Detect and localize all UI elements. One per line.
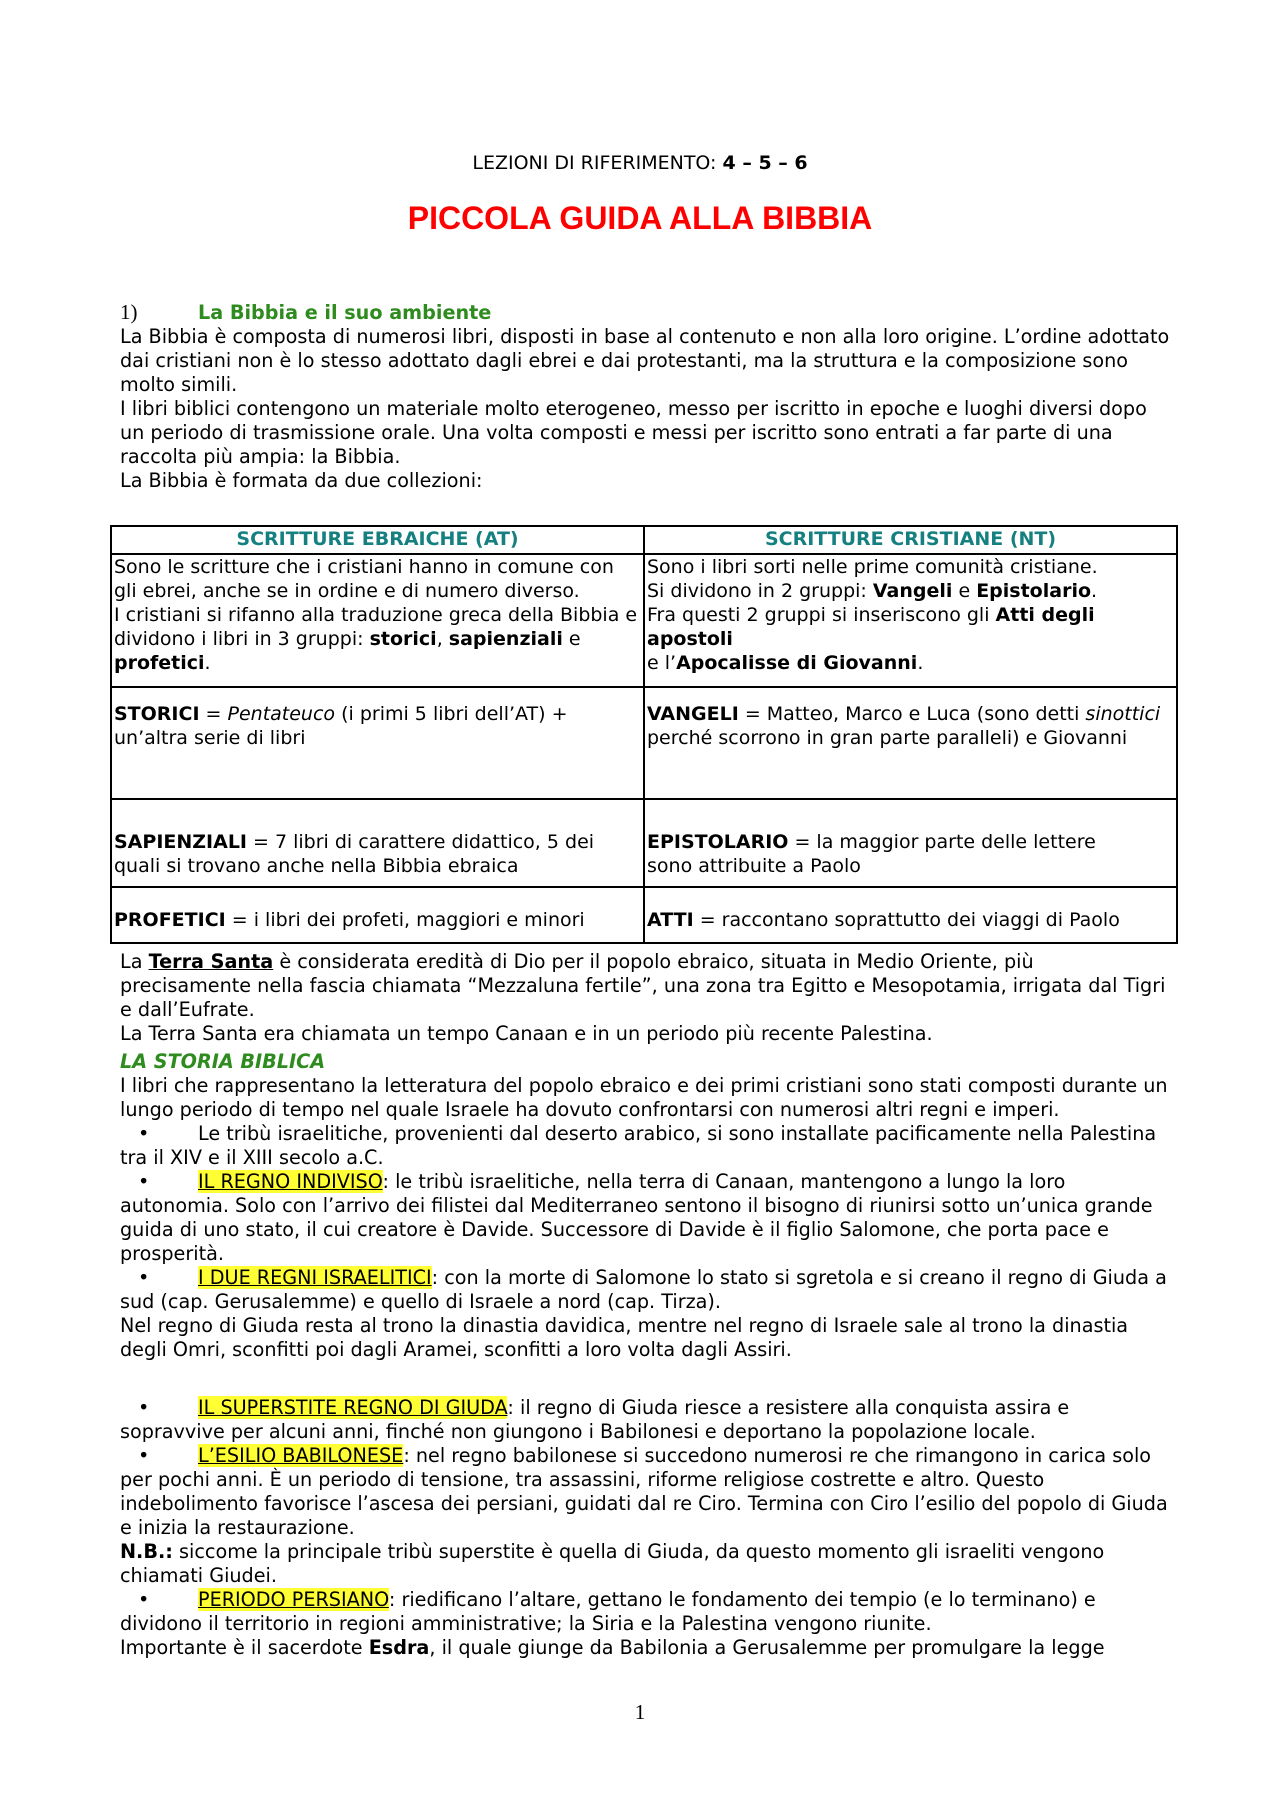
paragraph [120, 950, 1170, 1022]
paragraph: La Bibbia è composta di numerosi libri, disposti in base al contenuto e non alla loro origine. L’ordine adottato dai cristiani non è lo stesso adottato dagli ebrei e dai protestanti, ma la struttura e la composizione sono molto simili. [120, 325, 1170, 396]
paragraph-text: , il quale giunge da Babilonia a Gerusalemme per promulgare la legge [429, 1636, 1105, 1659]
highlighted-term: IL SUPERSTITE REGNO DI GIUDA [198, 1396, 508, 1419]
paragraph-text: La [120, 950, 149, 973]
nb-label: N.B.: [120, 1540, 173, 1563]
paragraph-text: Importante è il sacerdote [120, 1636, 369, 1659]
term-apocalisse: Apocalisse di Giovanni [676, 652, 918, 674]
paragraph: I libri biblici contengono un materiale molto eterogeneo, messo per iscritto in epoche e luoghi diversi dopo un periodo di trasmissione orale. Una volta composti e messi per iscritto sono entrati a far parte di una raccolta più ampia: la Bibbia. [120, 397, 1147, 468]
cell-sapienziali [111, 799, 644, 887]
paragraph: La Bibbia è formata da due collezioni: [120, 469, 483, 492]
header-at: SCRITTURE EBRAICHE (AT) [111, 526, 644, 554]
cell-at-intro [111, 554, 644, 687]
list-item-text: : le tribù israelitiche, nella terra di Canaan, mantengono a lungo la loro autonomia. Solo con l’arrivo dei filistei dal Mediterraneo sentono il bisogno di riunirsi sotto un’unica grande guida di uno stato, il cui creatore è Davide. Successore di Davide è il figlio Salomone, che porta pace e prosperità. [120, 1170, 1153, 1265]
cell-atti [644, 887, 1177, 943]
lezioni-line [0, 152, 1280, 174]
term-sinottici: sinottici [1085, 703, 1161, 725]
bullet-icon: • [138, 1266, 150, 1289]
cell-text: (i primi 5 libri dell’AT) + un’altra serie di libri [114, 703, 568, 749]
term-vangeli: Vangeli [872, 580, 953, 602]
term-label: ATTI [647, 909, 694, 931]
page-number: 1 [634, 1700, 646, 1724]
cell-text: Fra questi 2 gruppi si inseriscono gli [647, 604, 996, 626]
list-item [120, 1396, 1170, 1444]
cell-text: . [917, 652, 924, 674]
term-label: STORICI [114, 703, 200, 725]
section-title: La Bibbia e il suo ambiente [198, 301, 492, 324]
cell-profetici [111, 887, 644, 943]
cell-text: = [199, 703, 228, 725]
list-item-text: : riedificano l’altare, gettano le fondamento dei tempio (e lo terminano) e dividono il territorio in regioni amministrative; la Siria e la Palestina vengono riunite. [120, 1588, 1096, 1635]
bullet-icon: • [138, 1396, 150, 1419]
paragraph-text: siccome la principale tribù superstite è quella di Giuda, da questo momento gli israeliti vengono chiamati Giudei. [120, 1540, 1105, 1587]
bullet-icon: • [138, 1170, 150, 1193]
paragraph [120, 1636, 1170, 1660]
term-esdra: Esdra [368, 1636, 430, 1659]
cell-text: perché scorrono in gran parte paralleli) e Giovanni [647, 727, 1128, 749]
list-item [120, 1266, 1170, 1314]
bullet-icon: • [138, 1122, 150, 1145]
term-profetici: profetici [114, 652, 205, 674]
spacer [120, 1362, 1170, 1396]
paragraph: La Terra Santa era chiamata un tempo Canaan e in un periodo più recente Palestina. [120, 1022, 933, 1045]
nb-paragraph [120, 1540, 1170, 1588]
cell-storici [111, 687, 644, 799]
cell-text: sono attribuite a Paolo [647, 855, 861, 877]
highlighted-term: L’ESILIO BABILONESE [198, 1444, 404, 1467]
bible-collections-table [110, 525, 1178, 944]
cell-nt-intro [644, 554, 1177, 687]
table-row [111, 887, 1177, 943]
bullet-icon: • [138, 1444, 150, 1467]
term-atti: Atti degli apostoli [647, 604, 1095, 650]
list-item-text: Le tribù israelitiche, provenienti dal deserto arabico, si sono installate pacificamente nella Palestina tra il XIV e il XIII secolo a.C. [120, 1122, 1157, 1169]
term-label: SAPIENZIALI [114, 831, 247, 853]
lezioni-label: LEZIONI DI RIFERIMENTO: [472, 152, 717, 174]
page-title: PICCOLA GUIDA ALLA BIBBIA [407, 200, 873, 236]
cell-text: = 7 libri di carattere didattico, 5 dei quali si trovano anche nella Bibbia ebraica [114, 831, 595, 877]
cell-text: = i libri dei profeti, maggiori e minori [225, 909, 585, 931]
section-title: LA STORIA BIBLICA [120, 1050, 326, 1073]
list-item-text: : con la morte di Salomone lo stato si sgretola e si creano il regno di Giuda a sud (cap. Gerusalemme) e quello di Israele a nord (cap. Tirza). [120, 1266, 1167, 1313]
lezioni-numbers: 4 – 5 – 6 [722, 152, 808, 174]
paragraph-text: è considerata eredità di Dio per il popolo ebraico, situata in Medio Oriente, più precisamente nella fascia chiamata “Mezzaluna fertile”, una zona tra Egitto e Mesopotamia, irrigata dal Tigri e dall’Eufrate. [120, 950, 1166, 1021]
cell-text: , [436, 628, 449, 650]
cell-text: Sono i libri sorti nelle prime comunità cristiane. [647, 556, 1098, 578]
section-1 [120, 300, 1170, 493]
highlighted-term: IL REGNO INDIVISO [198, 1170, 383, 1193]
term-label: VANGELI [647, 703, 739, 725]
term-sapienziali: sapienziali [448, 628, 563, 650]
cell-text: . [204, 652, 211, 674]
term-epistolario: Epistolario [976, 580, 1092, 602]
cell-text: . [1091, 580, 1098, 602]
term-label: PROFETICI [114, 909, 226, 931]
list-item-text: : il regno di Giuda riesce a resistere alla conquista assira e sopravvive per alcuni anni, finché non giungono i Babilonesi e deportano la popolazione locale. [120, 1396, 1070, 1443]
table-row [111, 687, 1177, 799]
cell-text: Si dividono in 2 gruppi: [647, 580, 873, 602]
cell-text: I cristiani si rifanno alla traduzione greca della Bibbia e dividono i libri in 3 gruppi: [114, 604, 638, 650]
cell-text: e l’ [647, 652, 677, 674]
cell-text: = raccontano soprattutto dei viaggi di Paolo [693, 909, 1120, 931]
section-1-heading [120, 300, 1170, 325]
list-item [120, 1444, 1170, 1540]
term-storici: storici [369, 628, 437, 650]
list-item [120, 1588, 1170, 1636]
cell-text: e [952, 580, 977, 602]
table-row [111, 799, 1177, 887]
table-row [111, 554, 1177, 687]
storia-biblica-section [120, 1050, 1170, 1660]
term-label: EPISTOLARIO [647, 831, 789, 853]
list-item [120, 1122, 1170, 1170]
list-item-text: : nel regno babilonese si succedono numerosi re che rimangono in carica solo per pochi anni. È un periodo di tensione, tra assassini, riforme religiose costrette e altro. Questo indebolimento favorisce l’ascesa dei persiani, guidati dal re Ciro. Termina con Ciro l’esilio del popolo di Giuda e inizia la restaurazione. [120, 1444, 1168, 1539]
cell-text: = la maggior parte delle lettere [788, 831, 1096, 853]
terra-santa-section [120, 950, 1170, 1046]
table-header-row [111, 526, 1177, 554]
cell-text: Sono le scritture che i cristiani hanno in comune con gli ebrei, anche se in ordine e di numero diverso. [114, 556, 614, 602]
cell-text: = Matteo, Marco e Luca (sono detti [738, 703, 1086, 725]
cell-vangeli [644, 687, 1177, 799]
list-item [120, 1170, 1170, 1266]
term-terra-santa: Terra Santa [148, 950, 274, 973]
cell-text: e [562, 628, 581, 650]
term-pentateuco: Pentateuco [227, 703, 336, 725]
bullet-icon: • [138, 1588, 150, 1611]
section-number: 1) [120, 300, 138, 324]
cell-epistolario [644, 799, 1177, 887]
highlighted-term: I DUE REGNI ISRAELITICI [198, 1266, 432, 1289]
paragraph: Nel regno di Giuda resta al trono la dinastia davidica, mentre nel regno di Israele sale al trono la dinastia degli Omri, sconfitti poi dagli Aramei, sconfitti a loro volta dagli Assiri. [120, 1314, 1129, 1361]
paragraph: I libri che rappresentano la letteratura del popolo ebraico e dei primi cristiani sono stati composti durante un lungo periodo di tempo nel quale Israele ha dovuto confrontarsi con numerosi altri regni e imperi. [120, 1074, 1168, 1121]
highlighted-term: PERIODO PERSIANO [198, 1588, 389, 1611]
header-nt: SCRITTURE CRISTIANE (NT) [644, 526, 1177, 554]
